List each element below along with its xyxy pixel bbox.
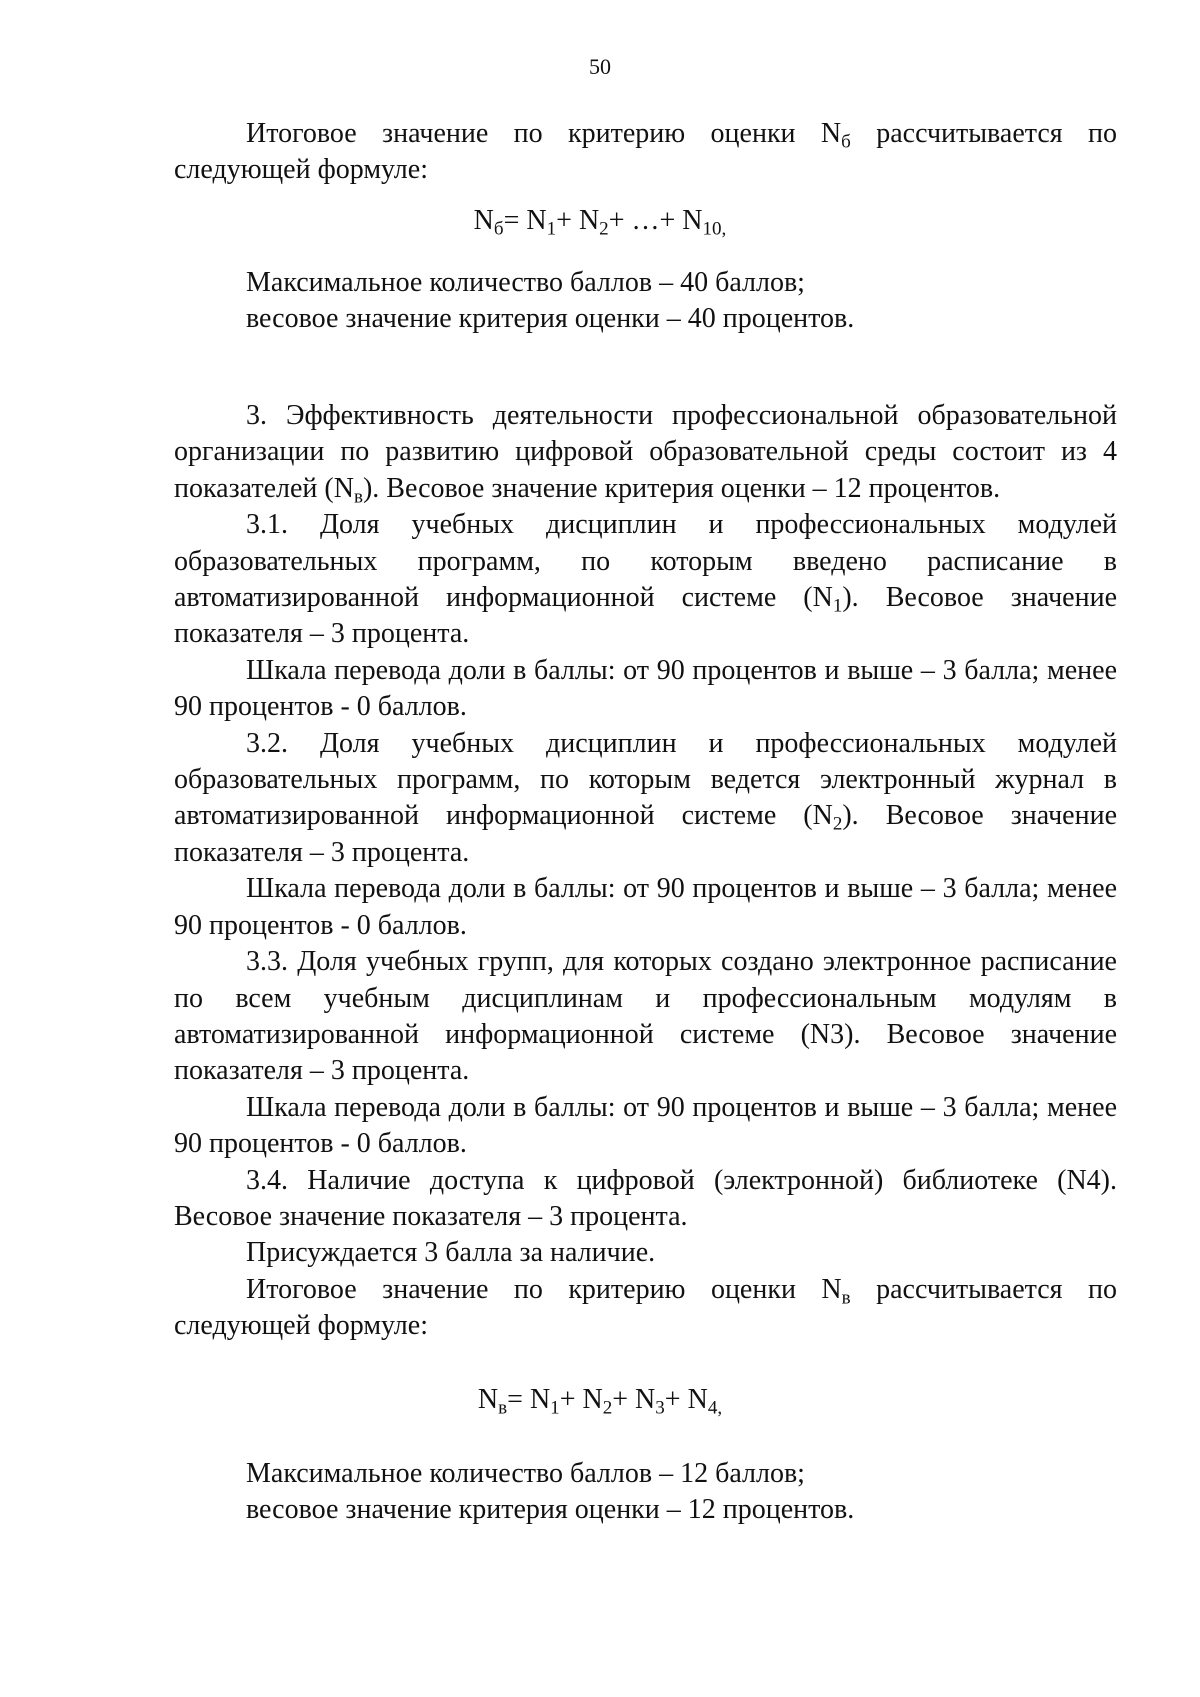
item-3-3: 3.3. Доля учебных групп, для которых создано электронное расписание по всем учебным дисциплинам и профессиональным модулям в автоматизированной информационной системе (N3). Весовое значение показателя – 3 процента. xyxy=(174,946,1117,1087)
intro-lead: Итоговое значение по критерию оценки xyxy=(246,118,796,149)
page-number: 50 xyxy=(589,54,611,79)
summary-nb xyxy=(174,265,1117,338)
intro-tail: рассчитывается по следующей формуле: xyxy=(174,118,1118,186)
var-nv: $N_в$ xyxy=(821,1273,851,1309)
summary-nv-weight: весовое значение критерия оценки – 12 процентов. xyxy=(246,1494,855,1526)
intro-paragraph xyxy=(174,116,1117,189)
summary-nv-max-points: Максимальное количество баллов – 12 баллов; xyxy=(246,1458,805,1489)
summary-nv xyxy=(174,1456,1117,1529)
formula-nb: $N_б= N_1+ N_2+$ …+ $N_{10,}$ xyxy=(473,205,727,240)
section-3 xyxy=(174,398,1117,1345)
item-3-4-award: Присуждается 3 балла за наличие. xyxy=(246,1237,656,1269)
item-3-4: 3.4. Наличие доступа к цифровой (электронной) библиотеке (N4). Весовое значение показателя – 3 процента. xyxy=(174,1164,1117,1232)
formula-nv: $N_в= N_1+ N_2+ N_3+ N_{4,}$ xyxy=(477,1384,723,1419)
item-3-1: 3.1. Доля учебных дисциплин и профессиональных модулей образовательных программ, по которым введено расписание в автоматизированной информационной системе $(N_1)$. Весовое значение показателя – 3 процента. xyxy=(174,509,1117,650)
item-3-2-scale: Шкала перевода доли в баллы: от 90 процентов и выше – 3 балла; менее 90 процентов - 0 баллов. xyxy=(174,873,1117,941)
final-paragraph: Итоговое значение по критерию оценки $N_в$ рассчитывается по следующей формуле: xyxy=(174,1273,1117,1342)
section-3-heading: 3. Эффективность деятельности профессиональной образовательной организации по развитию цифровой образовательной среды состоит из 4 показателей $(N_в)$. Весовое значение критерия оценки – 12 процентов. xyxy=(174,400,1117,508)
item-3-1-scale: Шкала перевода доли в баллы: от 90 процентов и выше – 3 балла; менее 90 процентов - 0 баллов. xyxy=(174,654,1117,723)
summary-nb-max-points: Максимальное количество баллов – 40 баллов; xyxy=(246,267,805,298)
var-nb: $N_б$ xyxy=(820,118,851,153)
intro-text xyxy=(174,116,1117,189)
summary-nb-weight: весовое значение критерия оценки – 40 процентов. xyxy=(246,303,855,335)
item-3-3-scale: Шкала перевода доли в баллы: от 90 процентов и выше – 3 балла; менее 90 процентов - 0 баллов. xyxy=(174,1091,1117,1160)
item-3-2: 3.2. Доля учебных дисциплин и профессиональных модулей образовательных программ, по которым ведется электронный журнал в автоматизированной информационной системе $(N_2)$. Весовое значение показателя – 3 процента. xyxy=(174,727,1117,868)
